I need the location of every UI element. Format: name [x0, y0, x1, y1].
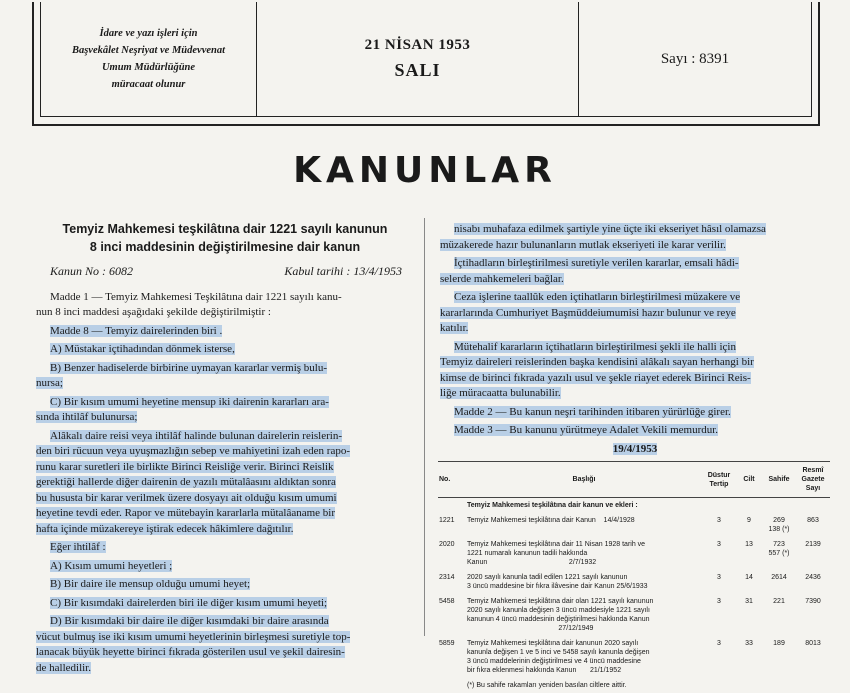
paragraph-text: Temyiz daireleri reislerinden başka kendisini alâkalı sayan herhangi bir — [440, 356, 754, 368]
paragraph-text: liğe müracaatta bulunabilir. — [440, 387, 561, 399]
index-title-line: Temyiz Mahkemesi teşkilâtına dair olan 1221 sayılı kanunun — [467, 597, 701, 606]
admin-contact-box — [41, 2, 257, 116]
paragraph-line — [440, 423, 830, 439]
paragraph-text: Ceza işlerine taallûk eden içtihatların birleştirilmesi müzakere ve — [454, 291, 740, 303]
index-cell-tertip: 3 — [702, 570, 736, 594]
paragraph — [36, 361, 414, 392]
paragraph-text: C) Bir kısımdaki dairelerden biri ile diğer kısım umumi heyeti; — [50, 597, 327, 609]
index-cell-tertip: 3 — [702, 513, 736, 537]
index-cell-gazete — [796, 498, 830, 514]
paragraph — [440, 423, 830, 439]
paragraph — [36, 429, 414, 538]
index-cell-title — [466, 594, 702, 636]
paragraph-text: Madde 1 — Temyiz Mahkemesi Teşkilâtına dair 1221 sayılı kanu- — [50, 291, 342, 303]
paragraph — [440, 256, 830, 287]
admin-line: müracaat olunur — [112, 76, 186, 93]
index-title-line: kanunun 4 üncü maddesinin değiştirilmesi hakkında Kanun — [467, 615, 701, 624]
paragraph-line — [36, 577, 414, 593]
paragraph-line — [36, 522, 414, 538]
admin-line: Başvekâlet Neşriyat ve Müdevvenat — [72, 42, 225, 59]
index-cell-gazete: 2436 — [796, 570, 830, 594]
index-cell-gazete: 7390 — [796, 594, 830, 636]
paragraph-text: C) Bir kısım umumi heyetine mensup iki dairenin kararları ara- — [50, 396, 329, 408]
index-cell-gazete — [796, 678, 830, 693]
law-title — [36, 220, 414, 256]
index-cell-tertip — [702, 498, 736, 514]
paragraph — [36, 395, 414, 426]
index-table — [438, 461, 830, 693]
paragraph-text: nursa; — [36, 377, 63, 389]
paragraph-text: katılır. — [440, 322, 468, 334]
paragraph-line — [36, 630, 414, 646]
left-body — [36, 290, 414, 677]
paragraph-line — [440, 371, 830, 387]
paragraph-text: A) Kısım umumi heyetleri ; — [50, 560, 172, 572]
paragraph-line — [36, 506, 414, 522]
left-column — [36, 220, 414, 679]
paragraph — [36, 342, 414, 358]
paragraph-text: nisabı muhafaza edilmek şartiyle yine üçte iki ekseriyet hâsıl olamazsa — [454, 223, 766, 235]
paragraph-line — [36, 645, 414, 661]
paragraph-text: İçtihadların birleştirilmesi suretiyle verilen kararlar, emsali hâdi- — [454, 257, 739, 269]
paragraph-line — [36, 460, 414, 476]
paragraph-line — [36, 410, 414, 426]
paragraph-text: Madde 8 — Temyiz dairelerinden biri . — [50, 325, 222, 337]
paragraph-line — [36, 491, 414, 507]
paragraph-text: bu hususta bir karar verilmek üzere dosyayı ait olduğu kısım umumi — [36, 492, 337, 504]
admin-line: İdare ve yazı işleri için — [100, 25, 198, 42]
paragraph-line — [36, 342, 414, 358]
law-meta — [50, 264, 402, 280]
index-header-no: No. — [438, 462, 466, 498]
section-title: KANUNLAR — [0, 150, 850, 191]
paragraph-text: müzakerede hazır bulunanların mutlak ekseriyeti ile karar verilir. — [440, 239, 726, 251]
index-title-line: Temyiz Mahkemesi teşkilâtına dair 11 Nisan 1928 tarih ve — [467, 540, 701, 549]
index-title-line: Temyiz Mahkemesi teşkilâtına dair Kanun 14/4/1928 — [467, 516, 701, 525]
paragraph-line — [440, 405, 830, 421]
right-body — [440, 222, 830, 439]
index-title-line: 27/12/1949 — [467, 624, 701, 633]
index-cell-sahife: 723 557 (*) — [762, 537, 796, 570]
paragraph — [36, 290, 414, 321]
index-cell-title — [466, 513, 702, 537]
index-cell-title — [466, 678, 702, 693]
table-row — [438, 594, 830, 636]
paragraph-text: lanacak büyük heyette birinci fıkrada gösterilen usul ve şekil dairesin- — [36, 646, 345, 658]
index-cell-sahife: 269 138 (*) — [762, 513, 796, 537]
index-cell-no: 1221 — [438, 513, 466, 537]
paragraph-text: Eğer ihtilâf : — [50, 541, 106, 553]
paragraph-line — [440, 386, 830, 402]
paragraph-text: A) Müstakar içtihadından dönmek isterse, — [50, 343, 235, 355]
index-cell-title — [466, 570, 702, 594]
paragraph-text: sında ihtilâf bulunursa; — [36, 411, 137, 423]
paragraph-text: selerde mahkemeleri bağlar. — [440, 273, 564, 285]
index-cell-cilt — [736, 498, 762, 514]
index-cell-title — [466, 537, 702, 570]
paragraph — [440, 222, 830, 253]
index-cell-cilt — [736, 678, 762, 693]
paragraph-line — [36, 305, 414, 321]
index-header-cilt: Cilt — [736, 462, 762, 498]
date-box — [257, 2, 579, 116]
paragraph-line — [36, 376, 414, 392]
paragraph-line — [36, 596, 414, 612]
index-header-gazete: Resmî Gazete Sayı — [796, 462, 830, 498]
index-cell-cilt: 14 — [736, 570, 762, 594]
paragraph-line — [440, 290, 830, 306]
index-cell-no: 2020 — [438, 537, 466, 570]
index-header-sahife: Sahife — [762, 462, 796, 498]
issue-date: 21 NİSAN 1953 — [365, 37, 471, 54]
index-header-tertip: Düstur Tertip — [702, 462, 736, 498]
index-title-line: (*) Bu sahife rakamları yeniden basılan ciltlere aittir. — [467, 681, 701, 690]
paragraph — [440, 405, 830, 421]
paragraph-line — [36, 444, 414, 460]
paragraph-line — [440, 306, 830, 322]
paragraph-line — [36, 429, 414, 445]
paragraph-line — [36, 395, 414, 411]
paragraph-line — [36, 361, 414, 377]
paragraph — [36, 596, 414, 612]
paragraph-line — [440, 272, 830, 288]
index-title-line: Temyiz Mahkemesi teşkilâtına dair kanun ve ekleri : — [467, 501, 701, 510]
paragraph-text: Madde 2 — Bu kanun neşri tarihinden itibaren yürürlüğe girer. — [454, 406, 731, 418]
paragraph-line — [440, 222, 830, 238]
table-row — [438, 570, 830, 594]
index-title-line: 2020 sayılı kanunla tadil edilen 1221 sayılı kanunun — [467, 573, 701, 582]
paragraph-line — [36, 614, 414, 630]
paragraph-text: kimse de birinci fıkrada yazılı usul ve şekle riayet ederek Birinci Reis- — [440, 372, 751, 384]
paragraph-line — [440, 321, 830, 337]
paragraph-text: B) Benzer hadiselerde birbirine uymayan kararlar vermiş bulu- — [50, 362, 327, 374]
paragraph-line — [36, 559, 414, 575]
index-title-line: Temyiz Mahkemesi teşkilâtına dair kanunun 2020 sayılı — [467, 639, 701, 648]
paragraph-text: heyetine tevdi eder. Rapor ve mütebayin kararlarla mütalâaname bir — [36, 507, 335, 519]
paragraph-text: vücut bulmuş ise iki kısım umumi heyetlerinin birleşmesi suretiyle top- — [36, 631, 350, 643]
index-title-line: 3 üncü maddelerinin değiştirilmesi ve 4 üncü maddesine — [467, 657, 701, 666]
paragraph — [36, 324, 414, 340]
signature-date-text: 19/4/1953 — [613, 443, 658, 455]
index-cell-no: 2314 — [438, 570, 466, 594]
paragraph-line — [440, 256, 830, 272]
index-cell-title — [466, 636, 702, 678]
paragraph-text: gerektiği hallerde diğer dairenin de yazılı mütalâasını aldıktan sonra — [36, 476, 336, 488]
law-title-line: 8 inci maddesinin değiştirilmesine dair kanun — [36, 238, 414, 256]
index-cell-sahife: 189 — [762, 636, 796, 678]
index-title-line: 2020 sayılı kanunla değişen 3 üncü maddesiyle 1221 sayılı — [467, 606, 701, 615]
law-number: Kanun No : 6082 — [50, 264, 133, 280]
index-cell-gazete: 8013 — [796, 636, 830, 678]
index-cell-gazete: 2139 — [796, 537, 830, 570]
column-divider — [424, 218, 425, 636]
index-cell-no: 5859 — [438, 636, 466, 678]
index-cell-no: 5458 — [438, 594, 466, 636]
paragraph-text: B) Bir daire ile mensup olduğu umumi heyet; — [50, 578, 250, 590]
index-cell-no — [438, 498, 466, 514]
paragraph-line — [36, 540, 414, 556]
right-column — [440, 222, 830, 693]
paragraph-text: de halledilir. — [36, 662, 91, 674]
paragraph-line — [440, 238, 830, 254]
paragraph-line — [36, 661, 414, 677]
index-cell-cilt: 13 — [736, 537, 762, 570]
paragraph — [36, 540, 414, 556]
paragraph-text: Alâkalı daire reisi veya ihtilâf halinde bulunan dairelerin reislerin- — [50, 430, 342, 442]
index-header-title: Başlığı — [466, 462, 702, 498]
index-title-line: bir fıkra eklenmesi hakkında Kanun 21/1/1952 — [467, 666, 701, 675]
paragraph-text: Mütehalif kararların içtihatların birleştirilmesi şekli ile halli için — [454, 341, 736, 353]
table-row — [438, 537, 830, 570]
table-row — [438, 636, 830, 678]
issue-number: Sayı : 8391 — [579, 2, 811, 116]
index-body — [438, 498, 830, 693]
index-cell-tertip: 3 — [702, 636, 736, 678]
paragraph-text: hafta içinde müzakereye iştirak edecek hâkimlere dağıtılır. — [36, 523, 293, 535]
index-cell-tertip: 3 — [702, 594, 736, 636]
index-cell-tertip: 3 — [702, 537, 736, 570]
masthead — [32, 2, 820, 126]
paragraph-text: D) Bir kısımdaki bir daire ile diğer kısımdaki bir daire arasında — [50, 615, 329, 627]
index-cell-tertip — [702, 678, 736, 693]
index-header-row — [438, 462, 830, 498]
paragraph-line — [36, 324, 414, 340]
index-title-line: 1221 numaralı kanunun tadili hakkında — [467, 549, 701, 558]
admin-line: Umum Müdürlüğüne — [102, 59, 195, 76]
paragraph-text: runu karar suretleri ile birlikte Birinci Reisliğe verir. Birinci Reislik — [36, 461, 334, 473]
law-accepted-date: Kabul tarihi : 13/4/1953 — [284, 264, 402, 280]
signature-date — [440, 442, 830, 458]
paragraph — [440, 290, 830, 337]
paragraph-text: kararlarında Cumhuriyet Başmüddeiumumisi hazır bulunur ve reye — [440, 307, 736, 319]
table-row — [438, 498, 830, 514]
paragraph — [440, 340, 830, 402]
paragraph — [36, 559, 414, 575]
index-cell-sahife: 221 — [762, 594, 796, 636]
issue-day: SALI — [394, 60, 440, 81]
paragraph-text: Madde 3 — Bu kanunu yürütmeye Adalet Vekili memurdur. — [454, 424, 718, 436]
index-title-line: kanunla değişen 1 ve 5 inci ve 5458 sayılı kanunla değişen — [467, 648, 701, 657]
masthead-inner — [40, 2, 812, 117]
paragraph — [36, 577, 414, 593]
table-row — [438, 678, 830, 693]
paragraph-line — [36, 475, 414, 491]
index-cell-cilt: 9 — [736, 513, 762, 537]
paragraph-text: nun 8 inci maddesi aşağıdaki şekilde değiştirilmiştir : — [36, 306, 271, 318]
index-cell-sahife — [762, 498, 796, 514]
index-cell-sahife — [762, 678, 796, 693]
paragraph-line — [36, 290, 414, 306]
index-cell-gazete: 863 — [796, 513, 830, 537]
table-row — [438, 513, 830, 537]
index-title-line: Kanun 2/7/1932 — [467, 558, 701, 567]
index-cell-title — [466, 498, 702, 514]
paragraph-line — [440, 355, 830, 371]
paragraph-line — [440, 340, 830, 356]
index-cell-sahife: 2614 — [762, 570, 796, 594]
law-title-line: Temyiz Mahkemesi teşkilâtına dair 1221 sayılı kanunun — [36, 220, 414, 238]
paragraph-text: den biri rücuun veya uyuşmazlığın sebep ve mahiyetini izah eden rapo- — [36, 445, 350, 457]
index-title-line: 3 üncü maddesine bir fıkra ilâvesine dair Kanun 25/6/1933 — [467, 582, 701, 591]
index-cell-no — [438, 678, 466, 693]
index-cell-cilt: 33 — [736, 636, 762, 678]
index-cell-cilt: 31 — [736, 594, 762, 636]
paragraph — [36, 614, 414, 676]
